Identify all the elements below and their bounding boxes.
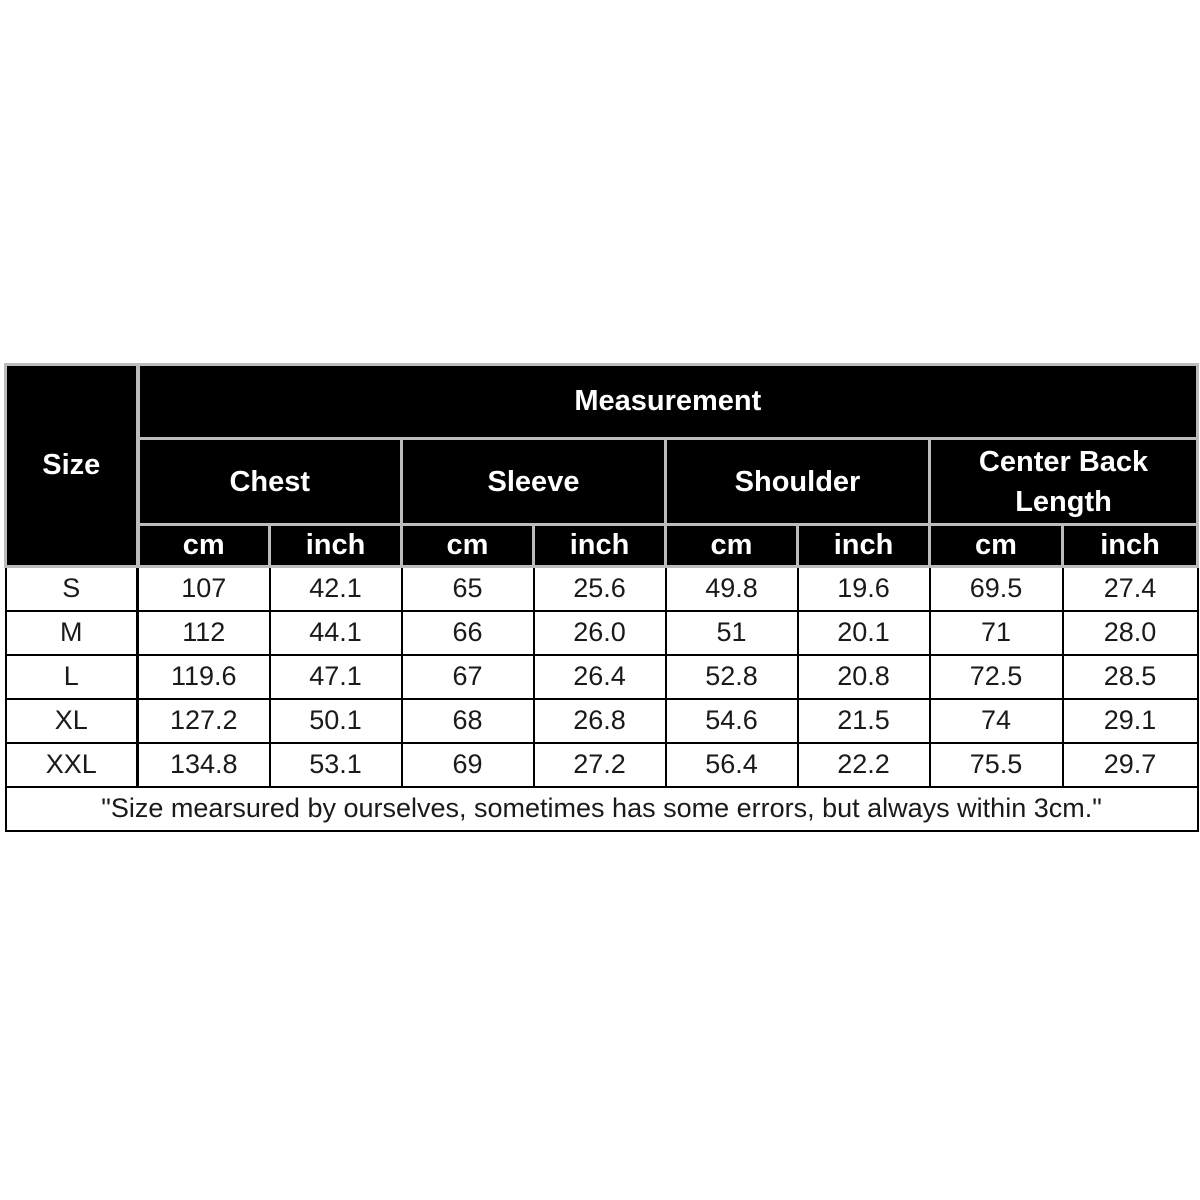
value-cell: 26.8 (534, 699, 666, 743)
header-row-measurement (6, 365, 1198, 439)
value-cell: 28.5 (1063, 655, 1198, 699)
value-cell: 47.1 (270, 655, 402, 699)
value-cell: 44.1 (270, 611, 402, 655)
note-row (6, 787, 1198, 831)
value-cell: 20.1 (798, 611, 930, 655)
value-cell: 25.6 (534, 567, 666, 611)
value-cell: 107 (138, 567, 270, 611)
size-cell: L (6, 655, 138, 699)
value-cell: 69 (402, 743, 534, 787)
value-cell: 49.8 (666, 567, 798, 611)
value-cell: 69.5 (930, 567, 1063, 611)
value-cell: 68 (402, 699, 534, 743)
unit-header: cm (930, 525, 1063, 567)
size-note: "Size mearsured by ourselves, sometimes has some errors, but always within 3cm." (6, 787, 1198, 831)
center-back-length-header: Center Back Length (930, 439, 1198, 525)
unit-header: inch (270, 525, 402, 567)
value-cell: 112 (138, 611, 270, 655)
table-row (6, 567, 1198, 611)
value-cell: 28.0 (1063, 611, 1198, 655)
value-cell: 27.2 (534, 743, 666, 787)
table-row (6, 743, 1198, 787)
value-cell: 66 (402, 611, 534, 655)
value-cell: 22.2 (798, 743, 930, 787)
value-cell: 127.2 (138, 699, 270, 743)
value-cell: 42.1 (270, 567, 402, 611)
value-cell: 75.5 (930, 743, 1063, 787)
value-cell: 74 (930, 699, 1063, 743)
value-cell: 56.4 (666, 743, 798, 787)
size-chart (4, 363, 1196, 832)
size-header: Size (6, 365, 138, 567)
value-cell: 72.5 (930, 655, 1063, 699)
size-cell: XXL (6, 743, 138, 787)
shoulder-header: Shoulder (666, 439, 930, 525)
value-cell: 65 (402, 567, 534, 611)
table-row (6, 699, 1198, 743)
value-cell: 50.1 (270, 699, 402, 743)
header-row-groups (6, 439, 1198, 525)
value-cell: 54.6 (666, 699, 798, 743)
value-cell: 29.1 (1063, 699, 1198, 743)
value-cell: 51 (666, 611, 798, 655)
value-cell: 26.4 (534, 655, 666, 699)
value-cell: 21.5 (798, 699, 930, 743)
value-cell: 26.0 (534, 611, 666, 655)
sleeve-header: Sleeve (402, 439, 666, 525)
unit-header: cm (138, 525, 270, 567)
value-cell: 19.6 (798, 567, 930, 611)
measurement-header: Measurement (138, 365, 1198, 439)
size-cell: S (6, 567, 138, 611)
value-cell: 27.4 (1063, 567, 1198, 611)
value-cell: 67 (402, 655, 534, 699)
value-cell: 71 (930, 611, 1063, 655)
size-cell: XL (6, 699, 138, 743)
size-table (4, 363, 1199, 832)
value-cell: 52.8 (666, 655, 798, 699)
unit-header: inch (798, 525, 930, 567)
value-cell: 29.7 (1063, 743, 1198, 787)
unit-header: inch (534, 525, 666, 567)
value-cell: 119.6 (138, 655, 270, 699)
unit-header: cm (402, 525, 534, 567)
value-cell: 20.8 (798, 655, 930, 699)
value-cell: 134.8 (138, 743, 270, 787)
header-row-units (6, 525, 1198, 567)
table-row (6, 611, 1198, 655)
chest-header: Chest (138, 439, 402, 525)
table-row (6, 655, 1198, 699)
size-cell: M (6, 611, 138, 655)
value-cell: 53.1 (270, 743, 402, 787)
unit-header: cm (666, 525, 798, 567)
unit-header: inch (1063, 525, 1198, 567)
